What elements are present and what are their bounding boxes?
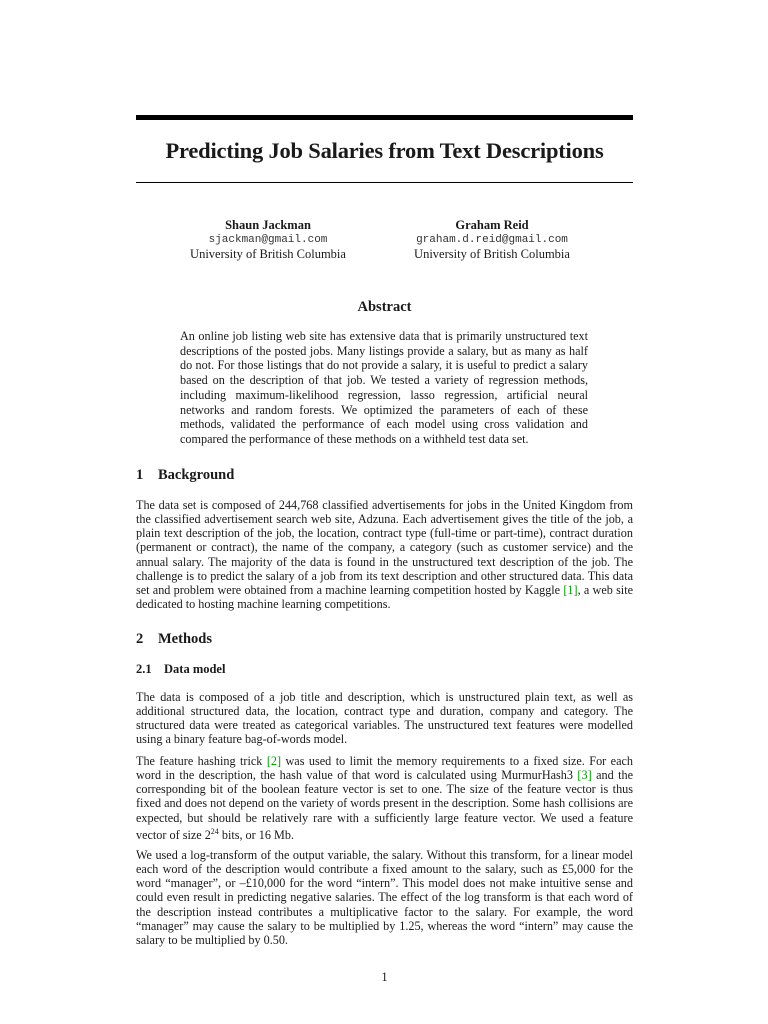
title-top-rule (136, 115, 633, 120)
paragraph-text: The feature hashing trick (136, 754, 267, 768)
background-paragraph (136, 498, 633, 611)
section-number: 2 (136, 631, 144, 647)
author-email[interactable]: sjackman@gmail.com (208, 233, 328, 246)
data-model-paragraph-1: The data is composed of a job title and description, which is unstructured plain text, as well as additional structured data, the location, contract type and duration, company and category. The structured data were treated as categorical variables. The unstructured text features were modelled using a binary feature bag-of-words model. (136, 690, 633, 747)
paragraph-text: , a web site dedicated to hosting machine learning competitions. (136, 582, 633, 612)
paragraph-text: and the corresponding bit of the boolean feature vector is set to one. The size of the feature vector is thus fixed and does not depend on the variety of words present in the description. Some hash collisions are expected, but should be relatively rare with a sufficiently large feature vector. We used a feature vector of size 2 (136, 768, 633, 842)
paper-title: Predicting Job Salaries from Text Descriptions (165, 138, 604, 163)
abstract-text: An online job listing web site has extensive data that is primarily unstructured text descriptions of the posted jobs. Many listings provide a salary, but as many as half do not. For those listings that do not provide a salary, it is useful to predict a salary based on the description of that job. We tested a variety of regression methods, including maximum-likelihood regression, lasso regression, artificial neural networks and random forests. We optimized the parameters of each of these methods, validated the performance of each model using cross validation and compared the performance of these methods on a withheld test data set. (180, 329, 588, 446)
exponent: 24 (210, 826, 219, 836)
citation-link[interactable]: [ 2 ] (267, 754, 281, 768)
section-number: 1 (136, 467, 144, 483)
subsection-number: 2.1 (136, 662, 152, 676)
section-title: Background (158, 467, 235, 483)
author-affiliation: University of British Columbia (414, 247, 570, 261)
citation-link[interactable]: [ 3 ] (577, 768, 591, 782)
author-email[interactable]: graham.d.reid@gmail.com (416, 233, 568, 246)
page-number: 1 (381, 970, 388, 984)
title-bottom-rule (136, 182, 633, 183)
paragraph-text: bits, or 16 Mb. (218, 827, 294, 842)
subsection-title: Data model (164, 662, 226, 676)
subsection-heading-data-model (136, 662, 225, 677)
author-block (382, 218, 602, 262)
section-title: Methods (158, 631, 212, 647)
author-name: Graham Reid (455, 218, 529, 232)
citation-link[interactable]: [ 1 ] (563, 583, 577, 597)
author-block (158, 218, 378, 262)
section-heading-background (136, 466, 234, 484)
author-affiliation: University of British Columbia (190, 247, 346, 261)
paragraph-text: The data set is composed of 244,768 classified advertisements for jobs in the United Kingdom from the classified advertisement search web site, Adzuna. Each advertisement gives the title of the job, a plain text description of the job, the location, contract type (full-time or part-time), contract duration (permanent or contract), the name of the company, a category (such as customer service) and the annual salary. The majority of the data is found in the unstructured text description of the job. The challenge is to predict the salary of a job from its text description and other structured data. This data set and problem were obtained from a machine learning competition hosted by Kaggle (136, 498, 633, 597)
data-model-paragraph-3: We used a log-transform of the output variable, the salary. Without this transform, for a linear model each word of the description would contribute a fixed amount to the salary, such as £5,000 for the word “manager”, or –£10,000 for the word “intern”. This model does not make intuitive sense and could even result in predicting negative salaries. The effect of the log transform is that each word of the description instead contributes a multiplicative factor to the salary. For example, the word “manager” may cause the salary to be multiplied by 1.25, whereas the word “intern” may cause the salary to be multiplied by 0.50. (136, 848, 633, 947)
section-heading-methods (136, 630, 212, 648)
data-model-paragraph-2 (136, 754, 633, 842)
abstract-heading: Abstract (357, 299, 412, 315)
author-name: Shaun Jackman (225, 218, 311, 232)
paragraph-text: was used to limit the memory requirements to a fixed size. For each word in the description, the hash value of that word is calculated using MurmurHash3 (136, 754, 633, 783)
